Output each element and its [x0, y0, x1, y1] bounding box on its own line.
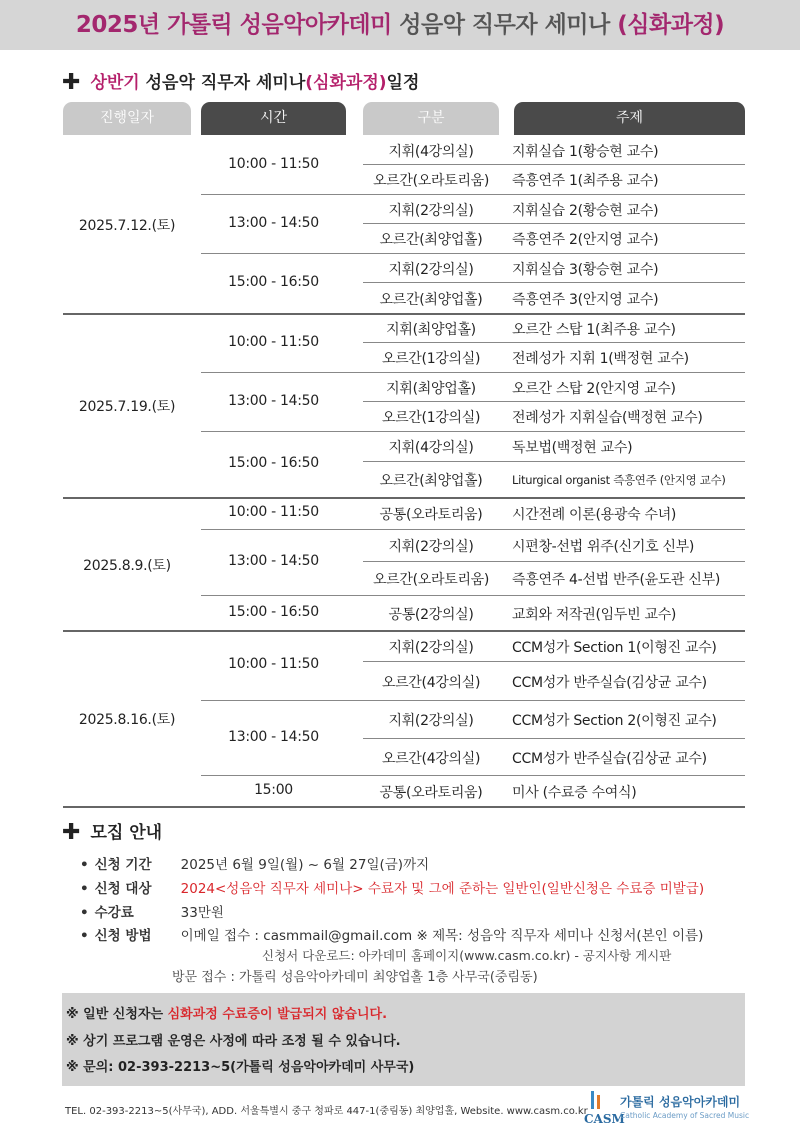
category-cell: 오르간(4강의실)	[381, 674, 481, 691]
row-divider	[363, 401, 745, 402]
topic-cell: 독보법(백정현 교수)	[512, 440, 633, 456]
category-cell: 지휘(2강의실)	[388, 713, 474, 729]
fee-label: 수강료	[94, 905, 134, 921]
time-divider	[201, 253, 363, 254]
category-cell: 지휘(2강의실)	[388, 539, 474, 555]
logo-mark: CASM	[584, 1112, 625, 1126]
row-divider	[363, 775, 745, 776]
row-divider	[363, 282, 745, 283]
topic-cell: 지휘실습 2(황승현 교수)	[512, 202, 659, 219]
visit-line: 방문 접수 : 가톨릭 성음악아카데미 최양업홀 1층 사무국(중림동)	[172, 970, 538, 985]
topic-cell: 지휘실습 3(황승현 교수)	[512, 261, 659, 278]
topic-cell: 오르간 스탑 1(최주용 교수)	[512, 321, 676, 338]
time-divider	[201, 529, 363, 530]
time-cell: 15:00 - 16:50	[228, 274, 319, 290]
time-cell: 15:00 - 16:50	[228, 455, 319, 471]
topic-cell: 시편창-선법 위주(신기호 신부)	[512, 539, 695, 555]
bullet-icon: •	[80, 857, 89, 873]
category-cell: 공통(2강의실)	[388, 606, 474, 623]
plus-icon: ✚	[62, 820, 81, 845]
logo-name: 가톨릭 성음악아카데미	[620, 1095, 741, 1109]
topic-cell: 즉흥연주 1(최주용 교수)	[512, 173, 659, 189]
topic-cell: 전례성가 지휘실습(백정현 교수)	[512, 410, 703, 426]
row-divider	[363, 342, 745, 343]
recruit-target	[80, 877, 704, 897]
logo-sub: Catholic Academy of Sacred Music	[620, 1111, 750, 1120]
time-divider	[201, 431, 363, 432]
time-divider	[201, 372, 363, 373]
row-divider	[363, 372, 745, 373]
topic-cell: 오르간 스탑 2(안지영 교수)	[512, 380, 676, 397]
time-cell: 13:00 - 14:50	[228, 214, 319, 231]
notice-2: ※ 상기 프로그램 운영은 사정에 따라 조정 될 수 있습니다.	[66, 1034, 401, 1049]
time-cell: 15:00	[254, 781, 293, 798]
recruit-title	[62, 818, 162, 844]
row-divider	[363, 661, 745, 662]
topic-cell: 즉흥연주 3(안지영 교수)	[512, 291, 659, 308]
target-label: 신청 대상	[94, 881, 152, 897]
banner-part2: 성음악 직무자 세미나	[399, 12, 618, 38]
recruit-title-text: 모집 안내	[90, 823, 163, 843]
row-divider	[363, 223, 745, 224]
time-cell: 13:00 - 14:50	[228, 728, 319, 745]
category-cell: 지휘(최양업홀)	[386, 321, 476, 338]
download-line: 신청서 다운로드: 아카데미 홈페이지(www.casm.co.kr) - 공지사항 게시판	[262, 948, 672, 963]
header-date: 진행일자	[63, 102, 191, 135]
time-cell: 13:00 - 14:50	[228, 392, 319, 409]
row-divider	[363, 253, 745, 254]
plus-icon: ✚	[62, 70, 81, 95]
topic-cell: 교회와 저작권(임두빈 교수)	[512, 606, 677, 623]
category-cell: 지휘(2강의실)	[388, 261, 474, 278]
topic-cell: CCM성가 반주실습(김상균 교수)	[512, 750, 707, 767]
category-cell: 오르간(오라토리움)	[372, 572, 490, 588]
topic-cell: 즉흥연주 4-선법 반주(윤도관 신부)	[512, 572, 721, 588]
time-cell: 10:00 - 11:50	[228, 155, 319, 172]
topic-cell: 시간전례 이론(용광숙 수녀)	[512, 507, 677, 523]
recruit-method	[80, 924, 703, 944]
table-bottom-line	[63, 806, 745, 808]
row-divider	[363, 194, 745, 195]
banner-part1: 2025년 가톨릭 성음악아카데미	[75, 12, 400, 38]
period-value: 2025년 6월 9일(월) ~ 6월 27일(금)까지	[180, 857, 430, 873]
date-divider	[63, 313, 745, 315]
row-divider	[363, 461, 745, 462]
schedule-title-middle: 성음악 직무자 세미나	[139, 73, 306, 93]
category-cell: 지휘(4강의실)	[388, 143, 474, 160]
category-cell: 오르간(1강의실)	[381, 351, 481, 367]
time-cell: 10:00 - 11:50	[228, 656, 319, 672]
category-cell: 지휘(2강의실)	[388, 202, 474, 219]
time-cell: 10:00 - 11:50	[228, 504, 319, 520]
bullet-icon: •	[80, 928, 89, 944]
row-divider	[363, 595, 745, 596]
notice-1-red: 심화과정 수료증이 발급되지 않습니다.	[167, 1007, 388, 1022]
schedule-title-accent2: (심화과정)	[305, 73, 387, 93]
period-label: 신청 기간	[94, 857, 152, 873]
target-value: 2024<성음악 직무자 세미나> 수료자 및 그에 준하는 일반인(일반신청은 수료증 미발급)	[180, 881, 705, 897]
category-cell: 오르간(오라토리움)	[372, 173, 490, 189]
date-cell: 2025.8.16.(토)	[78, 712, 176, 728]
row-divider	[363, 164, 745, 165]
category-cell: 오르간(4강의실)	[381, 750, 481, 767]
notice-1-prefix: ※ 일반 신청자는	[66, 1007, 168, 1022]
topic-cell: CCM성가 Section 2(이형진 교수)	[512, 713, 717, 729]
topic-cell: 미사 (수료증 수여식)	[512, 784, 637, 801]
category-cell: 공통(오라토리움)	[379, 784, 483, 801]
date-cell: 2025.7.19.(토)	[78, 399, 176, 415]
category-cell: 오르간(최양업홀)	[379, 291, 483, 308]
row-divider	[363, 738, 745, 739]
category-cell: 지휘(2강의실)	[388, 639, 474, 656]
row-divider	[363, 529, 745, 530]
topic-cell: CCM성가 반주실습(김상균 교수)	[512, 674, 707, 691]
topic-cell: 전례성가 지휘 1(백정현 교수)	[512, 351, 689, 367]
category-cell: 지휘(4강의실)	[388, 440, 474, 456]
notice-3: ※ 문의: 02-393-2213~5(가톨릭 성음악아카데미 사무국)	[66, 1060, 415, 1075]
bullet-icon: •	[80, 905, 89, 921]
date-divider	[63, 630, 745, 632]
recruit-period	[80, 853, 429, 873]
time-divider	[201, 595, 363, 596]
category-cell: 오르간(최양업홀)	[379, 232, 483, 248]
topic-cell: 즉흥연주 2(안지영 교수)	[512, 232, 659, 248]
recruit-fee	[80, 901, 224, 921]
time-divider	[201, 700, 363, 701]
header-category: 구분	[363, 102, 499, 135]
row-divider	[363, 431, 745, 432]
topic-cell: CCM성가 Section 1(이형진 교수)	[512, 639, 717, 656]
date-cell: 2025.7.12.(토)	[78, 218, 176, 234]
schedule-title-end: 일정	[386, 73, 420, 93]
header-time: 시간	[201, 102, 346, 135]
topic-cell: 지휘실습 1(황승현 교수)	[512, 143, 659, 160]
date-cell: 2025.8.9.(토)	[83, 557, 171, 574]
row-divider	[363, 561, 745, 562]
schedule-title-accent1: 상반기	[90, 73, 140, 93]
category-cell: 공통(오라토리움)	[379, 507, 483, 523]
header-topic: 주제	[514, 102, 745, 135]
footer-contact: TEL. 02-393-2213~5(사무국), ADD. 서울특별시 중구 청파로 447-1(중림동) 최양업홀, Website. www.casm.co.kr	[65, 1106, 588, 1117]
email-line: 이메일 접수 : casmmail@gmail.com ※ 제목: 성음악 직무자 세미나 신청서(본인 이름)	[180, 928, 704, 944]
schedule-title	[62, 68, 419, 94]
time-cell: 13:00 - 14:50	[228, 553, 319, 569]
method-label: 신청 방법	[94, 928, 152, 944]
banner-part3: (심화과정)	[617, 12, 725, 38]
time-cell: 10:00 - 11:50	[228, 333, 319, 350]
page-banner	[0, 0, 800, 50]
time-divider	[201, 194, 363, 195]
row-divider	[363, 700, 745, 701]
time-cell: 15:00 - 16:50	[228, 603, 319, 620]
topic-cell: Liturgical organist 즉흥연주 (안지영 교수)	[512, 473, 726, 487]
bullet-icon: •	[80, 881, 89, 897]
category-cell: 오르간(1강의실)	[381, 410, 481, 426]
time-divider	[201, 775, 363, 776]
fee-value: 33만원	[180, 905, 224, 921]
category-cell: 오르간(최양업홀)	[379, 473, 483, 489]
notice-1	[66, 1003, 387, 1022]
category-cell: 지휘(최양업홀)	[386, 380, 476, 397]
date-divider	[63, 497, 745, 499]
